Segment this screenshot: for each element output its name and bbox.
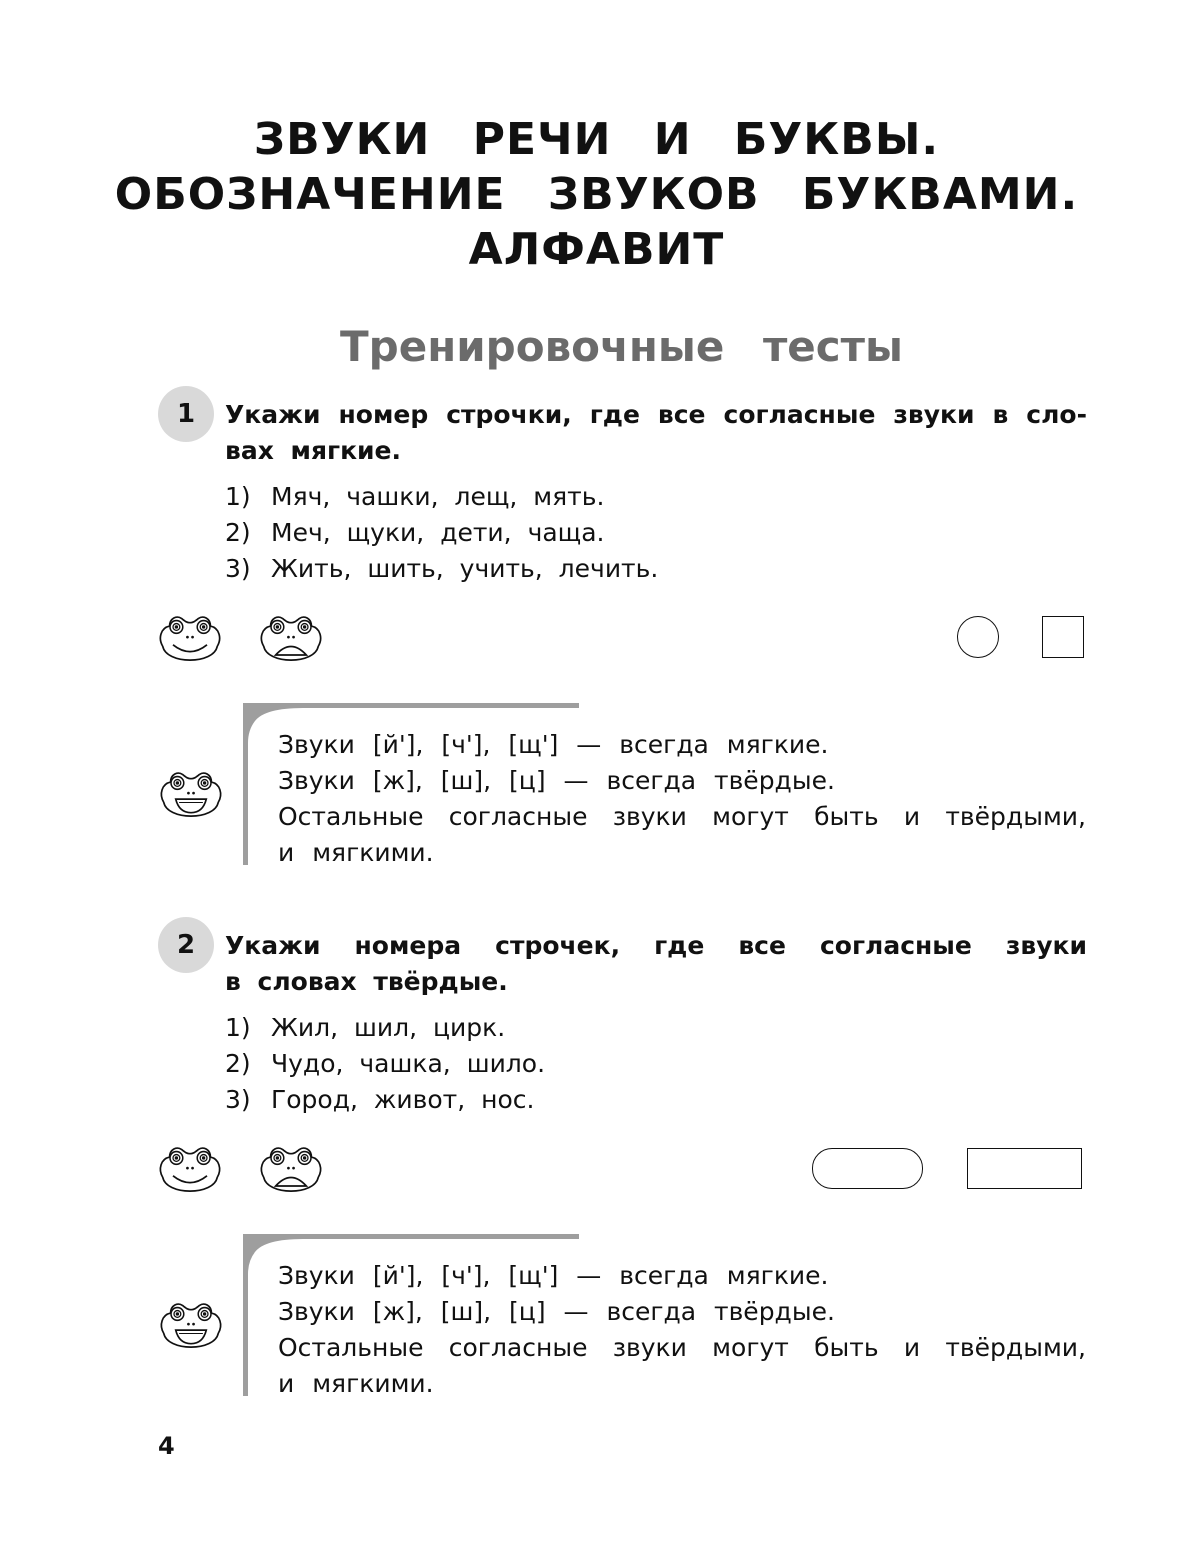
rule-box	[243, 1234, 1089, 1396]
option-text: Чудо, чашка, шило.	[271, 1049, 546, 1078]
rule-box	[243, 703, 1089, 865]
sad-frog-icon	[257, 610, 325, 666]
answer-box[interactable]	[967, 1148, 1082, 1189]
rule-line: Звуки [й'], [ч'], [щ'] — всегда мягкие.	[278, 730, 829, 759]
question-line: Укажи номер строчки, где все согласные звуки в сло-	[225, 400, 1087, 429]
option-text: Город, живот, нос.	[271, 1085, 535, 1114]
title-line-3: АЛФАВИТ	[468, 224, 725, 275]
title-line-2: ОБОЗНАЧЕНИЕ ЗВУКОВ БУКВАМИ.	[114, 169, 1079, 220]
answer-oval[interactable]	[812, 1148, 923, 1189]
question-line: вах мягкие.	[225, 436, 402, 465]
task-number-badge: 1	[158, 386, 214, 442]
question-line: в словах твёрдые.	[225, 967, 508, 996]
option-text: Жил, шил, цирк.	[271, 1013, 506, 1042]
task-question	[225, 397, 1087, 469]
smiling-frog-icon	[157, 766, 225, 822]
option-number: 2)	[225, 1049, 251, 1078]
rule-text	[278, 1258, 1086, 1402]
rule-line: Остальные согласные звуки могут быть и твёрдыми,	[278, 802, 1086, 831]
sad-frog-icon	[257, 1141, 325, 1197]
rule-line: Звуки [ж], [ш], [ц] — всегда твёрдые.	[278, 1297, 835, 1326]
answer-option	[225, 1046, 545, 1082]
title-line-1: ЗВУКИ РЕЧИ И БУКВЫ.	[253, 114, 940, 165]
option-number: 3)	[225, 1085, 251, 1114]
answer-options	[225, 1010, 545, 1118]
answer-option	[225, 551, 658, 587]
option-text: Жить, шить, учить, лечить.	[271, 554, 659, 583]
section-subtitle: Тренировочные тесты	[340, 322, 903, 371]
task-question	[225, 928, 1087, 1000]
answer-option	[225, 1010, 545, 1046]
option-number: 1)	[225, 482, 251, 511]
answer-box[interactable]	[1042, 616, 1084, 658]
page-title	[0, 112, 1193, 277]
rule-line: и мягкими.	[278, 1369, 434, 1398]
answer-options	[225, 479, 658, 587]
option-number: 3)	[225, 554, 251, 583]
option-number: 2)	[225, 518, 251, 547]
smiling-frog-icon	[157, 1297, 225, 1353]
happy-frog-icon	[156, 610, 224, 666]
answer-circle[interactable]	[957, 616, 999, 658]
answer-option	[225, 479, 658, 515]
rule-text	[278, 727, 1086, 871]
answer-option	[225, 515, 658, 551]
option-number: 1)	[225, 1013, 251, 1042]
rule-line: и мягкими.	[278, 838, 434, 867]
option-text: Меч, щуки, дети, чаща.	[271, 518, 605, 547]
question-line: Укажи номера строчек, где все согласные звуки	[225, 931, 1087, 960]
page-number: 4	[158, 1432, 175, 1460]
rule-line: Остальные согласные звуки могут быть и твёрдыми,	[278, 1333, 1086, 1362]
task-number-badge: 2	[158, 917, 214, 973]
rule-line: Звуки [ж], [ш], [ц] — всегда твёрдые.	[278, 766, 835, 795]
answer-option	[225, 1082, 545, 1118]
option-text: Мяч, чашки, лещ, мять.	[271, 482, 605, 511]
rule-line: Звуки [й'], [ч'], [щ'] — всегда мягкие.	[278, 1261, 829, 1290]
happy-frog-icon	[156, 1141, 224, 1197]
